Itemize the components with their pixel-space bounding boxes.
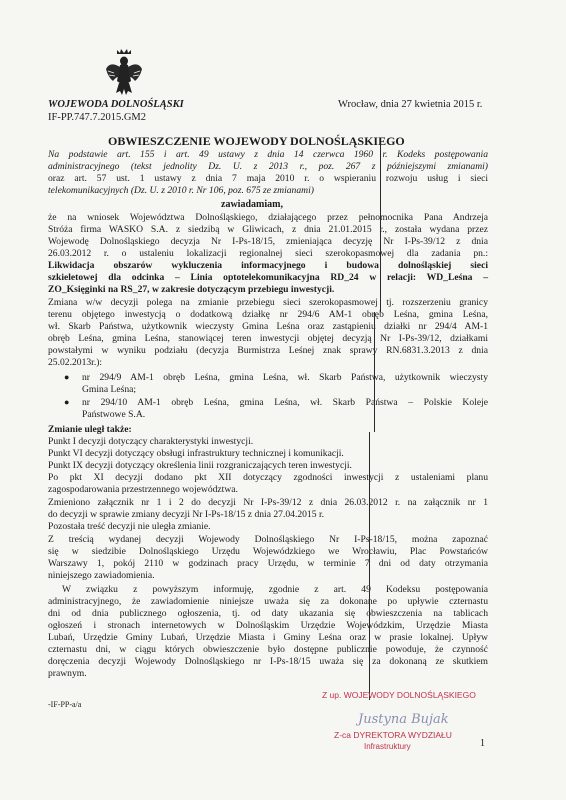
text-line: prawnym. [48,668,87,679]
case-reference: IF-PP.747.7.2015.GM2 [48,112,147,123]
task-line: Likwidacja obszarów wykluczenia informacyjnego i budowa dolnośląskiej sieci [48,260,488,271]
change-item: do decyzji w sprawie zmiany decyzji Nr I-Ps-18/15 z dnia 27.04.2015 r. [48,509,325,520]
text-line: terenu objętego inwestycją o dodatkową działkę nr 294/6 AM-1 obręb Leśna, gmina Leśna, [48,309,488,320]
fold-line [380,144,381,312]
text-line: administracyjnego (tekst jednolity Dz. U. z 2013 r., poz. 267 z późniejszymi zmianami) [48,161,488,172]
authority-name: WOJEWODA DOLNOŚLĄSKI [48,99,184,110]
bullet-item: Państwowe S.A. [82,409,146,420]
fold-line [369,432,370,700]
change-item: Pozostała treść decyzji nie uległa zmianie. [48,521,211,532]
signature: Justyna Bujak [358,712,449,727]
change-item: Po pkt XI decyzji dodano pkt XII dotyczący zgodności inwestycji z ustaleniami planu [48,472,488,483]
bullet-item: nr 294/9 AM-1 obręb Leśna, gmina Leśna, wł. Skarb Państwa, użytkownik wieczysty [82,372,488,383]
polish-eagle-emblem-icon [104,47,144,99]
text-line: ogłoszeń i stronach internetowych w Dolnośląskim Urzędzie Wojewódzkim, Urzędzie Miasta [48,620,488,631]
bullet-item: Gmina Leśna; [82,384,137,395]
change-item: Punkt VI decyzji dotyczący obsługi infrastruktury technicznej i komunikacji. [48,448,344,459]
text-line: Na podstawie art. 155 i art. 49 ustawy z dnia 14 czerwca 1960 r. Kodeks postępowania [48,149,488,160]
footer-code: -IF-PP-a/a [48,700,82,709]
text-line: Stróża firma WASKO S.A. z siedzibą w Gliwicach, z dnia 21.01.2015 r., została wydana przez [48,224,488,235]
change-item: Punkt IX decyzji dotyczący określenia linii rozgraniczających teren inwestycji. [48,460,352,471]
stamp-authority: Z up. WOJEWODY DOLNOŚLĄSKIEGO [322,690,476,700]
text-line: 25.02.2013r.): [48,357,103,368]
stamp-department: Infrastruktury [364,742,411,751]
bullet-icon: ● [64,397,70,407]
text-line: powstałymi w wyniku podziału (decyzja Burmistrza Leśnej znak sprawy RN.6831.3.2013 z dnia [48,345,488,356]
stamp-title: Z-ca DYREKTORA WYDZIAŁU [334,730,452,740]
text-line: Z treścią wydanej decyzji Wojewody Dolnośląskiego Nr I-Ps-18/15, można zapoznać [48,534,488,545]
text-line: się w siedzibie Dolnośląskiego Urzędu Wojewódzkiego we Wrocławiu, Plac Powstańców [48,546,488,557]
text-line: Wojewodę Dolnośląskiego decyzja Nr I-Ps-18/15, zmieniająca decyzję Nr I-Ps-39/12 z dnia [48,236,488,247]
task-line: szkieletowej dla odcinka – Linia optotelekomunikacyjna RD_24 w relacji: WD_Leśna – [48,272,488,283]
zawiadamiam-heading: zawiadamiam, [221,199,283,210]
text-line: że na wniosek Województwa Dolnośląskiego, działającego przez pełnomocnika Pana Andrzeja [48,212,488,223]
text-line: Warszawy 1, pokój 2110 w godzinach pracy Urzędu, w terminie 7 dni od daty otrzymania [48,558,488,569]
task-line [48,284,334,296]
page-number: 1 [480,738,485,749]
text-line: administracyjnego, że zawiadomienie niniejsze uważa się za dokonane po upływie czternastu [48,596,488,607]
change-item: Zmieniono załącznik nr 1 i 2 do decyzji Nr I-Ps-39/12 z dnia 26.03.2012 r. na załącznik nr 1 [48,497,488,508]
text-line: 26.03.2012 r. o ustaleniu lokalizacji regionalnej sieci szerokopasmowej dla zadania pn.: [48,248,488,259]
bullet-icon: ● [64,372,70,382]
text-line: telekomunikacyjnych (Dz. U. z 2010 r. Nr 106, poz. 675 ze zmianami) [48,185,314,196]
change-item: Punkt I decyzji dotyczący charakterystyki inwestycji. [48,436,254,447]
text-line: oraz art. 57 ust. 1 ustawy z dnia 7 maja 2010 r. o wspieraniu rozwoju usług i sieci [48,173,488,184]
place-date: Wrocław, dnia 27 kwietnia 2015 r. [338,99,483,110]
text-line: obręb Leśna, gmina Leśna, stanowiącej teren inwestycji objętej decyzją Nr I-Ps-39/12, działkami [48,333,488,344]
text-line: Lubań, Urzędzie Gminy Lubań, Urzędzie Miasta i Gminy Leśna oraz w prasie lokalnej. Upływ [48,632,488,643]
text-line: czternastu dni, w ciągu których obwieszczenie było dostępne publicznie powoduje, że czynność [48,644,488,655]
text-line: W związku z powyższym informuję, zgodnie z art. 49 Kodeksu postępowania [62,584,488,595]
text-line: niniejszego zawiadomienia. [48,570,155,581]
task-line-end: ZO_Księginki na RS_27, w zakresie dotyczącym przebiegu inwestycji. [48,284,335,295]
change-item: zagospodarowania przestrzennego województwa. [48,484,238,495]
text-line: doręczenia decyzji Wojewody Dolnośląskiego nr I-Ps-18/15 uważa się za dokonaną ze skutkiem [48,656,488,667]
document-title: OBWIESZCZENIE WOJEWODY DOLNOŚLĄSKIEGO [108,134,405,148]
text-line: wł. Skarb Państwa, użytkownik wieczysty Gmina Leśna oraz zastąpieniu działki nr 294/4 AM-1 [48,321,488,332]
bullet-item: nr 294/10 AM-1 obręb Leśna, gmina Leśna, wł. Skarb Państwa – Polskie Koleje [82,397,488,408]
text-line: dni od dnia publicznego ogłoszenia, tj. od daty ukazania się obwieszczenia na tablicach [48,608,488,619]
changes-heading: Zmianie uległ także: [48,424,132,435]
text-line: Zmiana w/w decyzji polega na zmianie przebiegu sieci szerokopasmowej tj. rozszerzeniu granicy [48,297,488,308]
fold-line [374,312,375,432]
